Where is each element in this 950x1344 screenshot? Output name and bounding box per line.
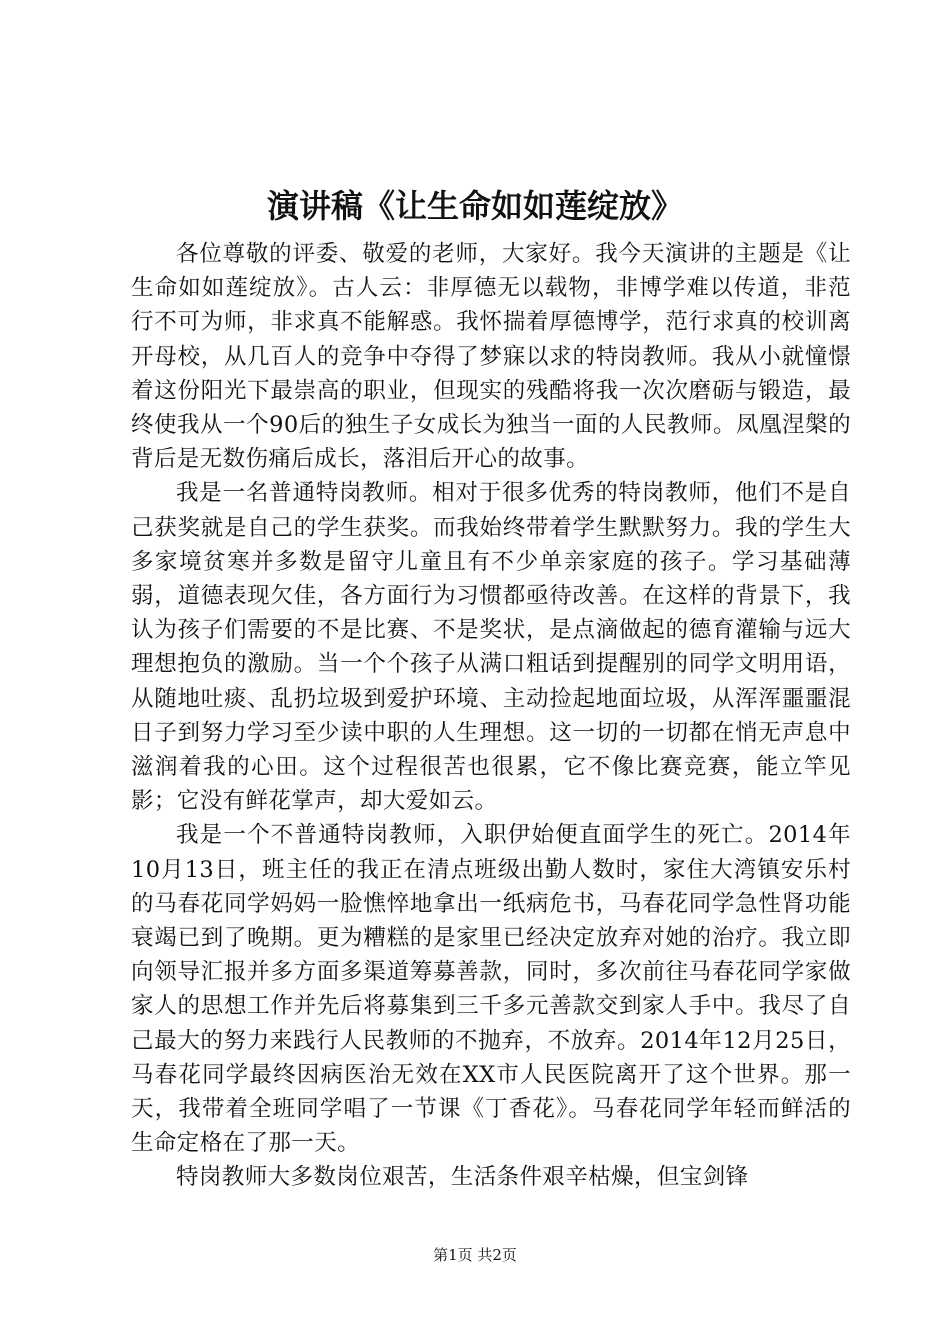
document-title: 演讲稿《让生命如如莲绽放》 <box>266 187 683 225</box>
page-footer: 第1页 共2页 <box>433 1246 517 1264</box>
paragraph-3: 我是一个不普通特岗教师，入职伊始便直面学生的死亡。2014年10月13日，班主任的我正在清点班级出勤人数时，家住大湾镇安乐村的马春花同学妈妈一脸憔悴地拿出一纸病危书，马春花同学急性肾功能衰竭已到了晚期。更为糟糕的是家里已经决定放弃对她的治疗。我立即向领导汇报并多方面多渠道筹募善款，同时，多次前往马春花同学家做家人的思想工作并先后将募集到三千多元善款交到家人手中。我尽了自己最大的努力来践行人民教师的不抛弃，不放弃。2014年12月25日，马春花同学最终因病医治无效在XX市人民医院离开了这个世界。那一天，我带着全班同学唱了一节课《丁香花》。马春花同学年轻而鲜活的生命定格在了那一天。 <box>131 822 851 1157</box>
paragraph-1: 各位尊敬的评委、敬爱的老师，大家好。我今天演讲的主题是《让生命如如莲绽放》。古人云：非厚德无以载物，非博学难以传道，非范行不可为师，非求真不能解惑。我怀揣着厚德博学，范行求真的校训离开母校，从几百人的竞争中夺得了梦寐以求的特岗教师。我从小就憧憬着这份阳光下最崇高的职业，但现实的残酷将我一次次磨砺与锻造，最终使我从一个90后的独生子女成长为独当一面的人民教师。凤凰涅槃的背后是无数伤痛后成长，落泪后开心的故事。 <box>131 241 851 473</box>
paragraph-4: 特岗教师大多数岗位艰苦，生活条件艰辛枯燥，但宝剑锋 <box>176 1164 749 1191</box>
paragraph-2: 我是一名普通特岗教师。相对于很多优秀的特岗教师，他们不是自己获奖就是自己的学生获奖。而我始终带着学生默默努力。我的学生大多家境贫寒并多数是留守儿童且有不少单亲家庭的孩子。学习基础薄弱，道德表现欠佳，各方面行为习惯都亟待改善。在这样的背景下，我认为孩子们需要的不是比赛、不是奖状，是点滴做起的德育灌输与远大理想抱负的激励。当一个个孩子从满口粗话到提醒别的同学文明用语，从随地吐痰、乱扔垃圾到爱护环境、主动捡起地面垃圾，从浑浑噩噩混日子到努力学习至少读中职的人生理想。这一切的一切都在悄无声息中滋润着我的心田。这个过程很苦也很累，它不像比赛竞赛，能立竿见影；它没有鲜花掌声，却大爱如云。 <box>131 480 851 815</box>
document-body <box>131 237 851 1195</box>
